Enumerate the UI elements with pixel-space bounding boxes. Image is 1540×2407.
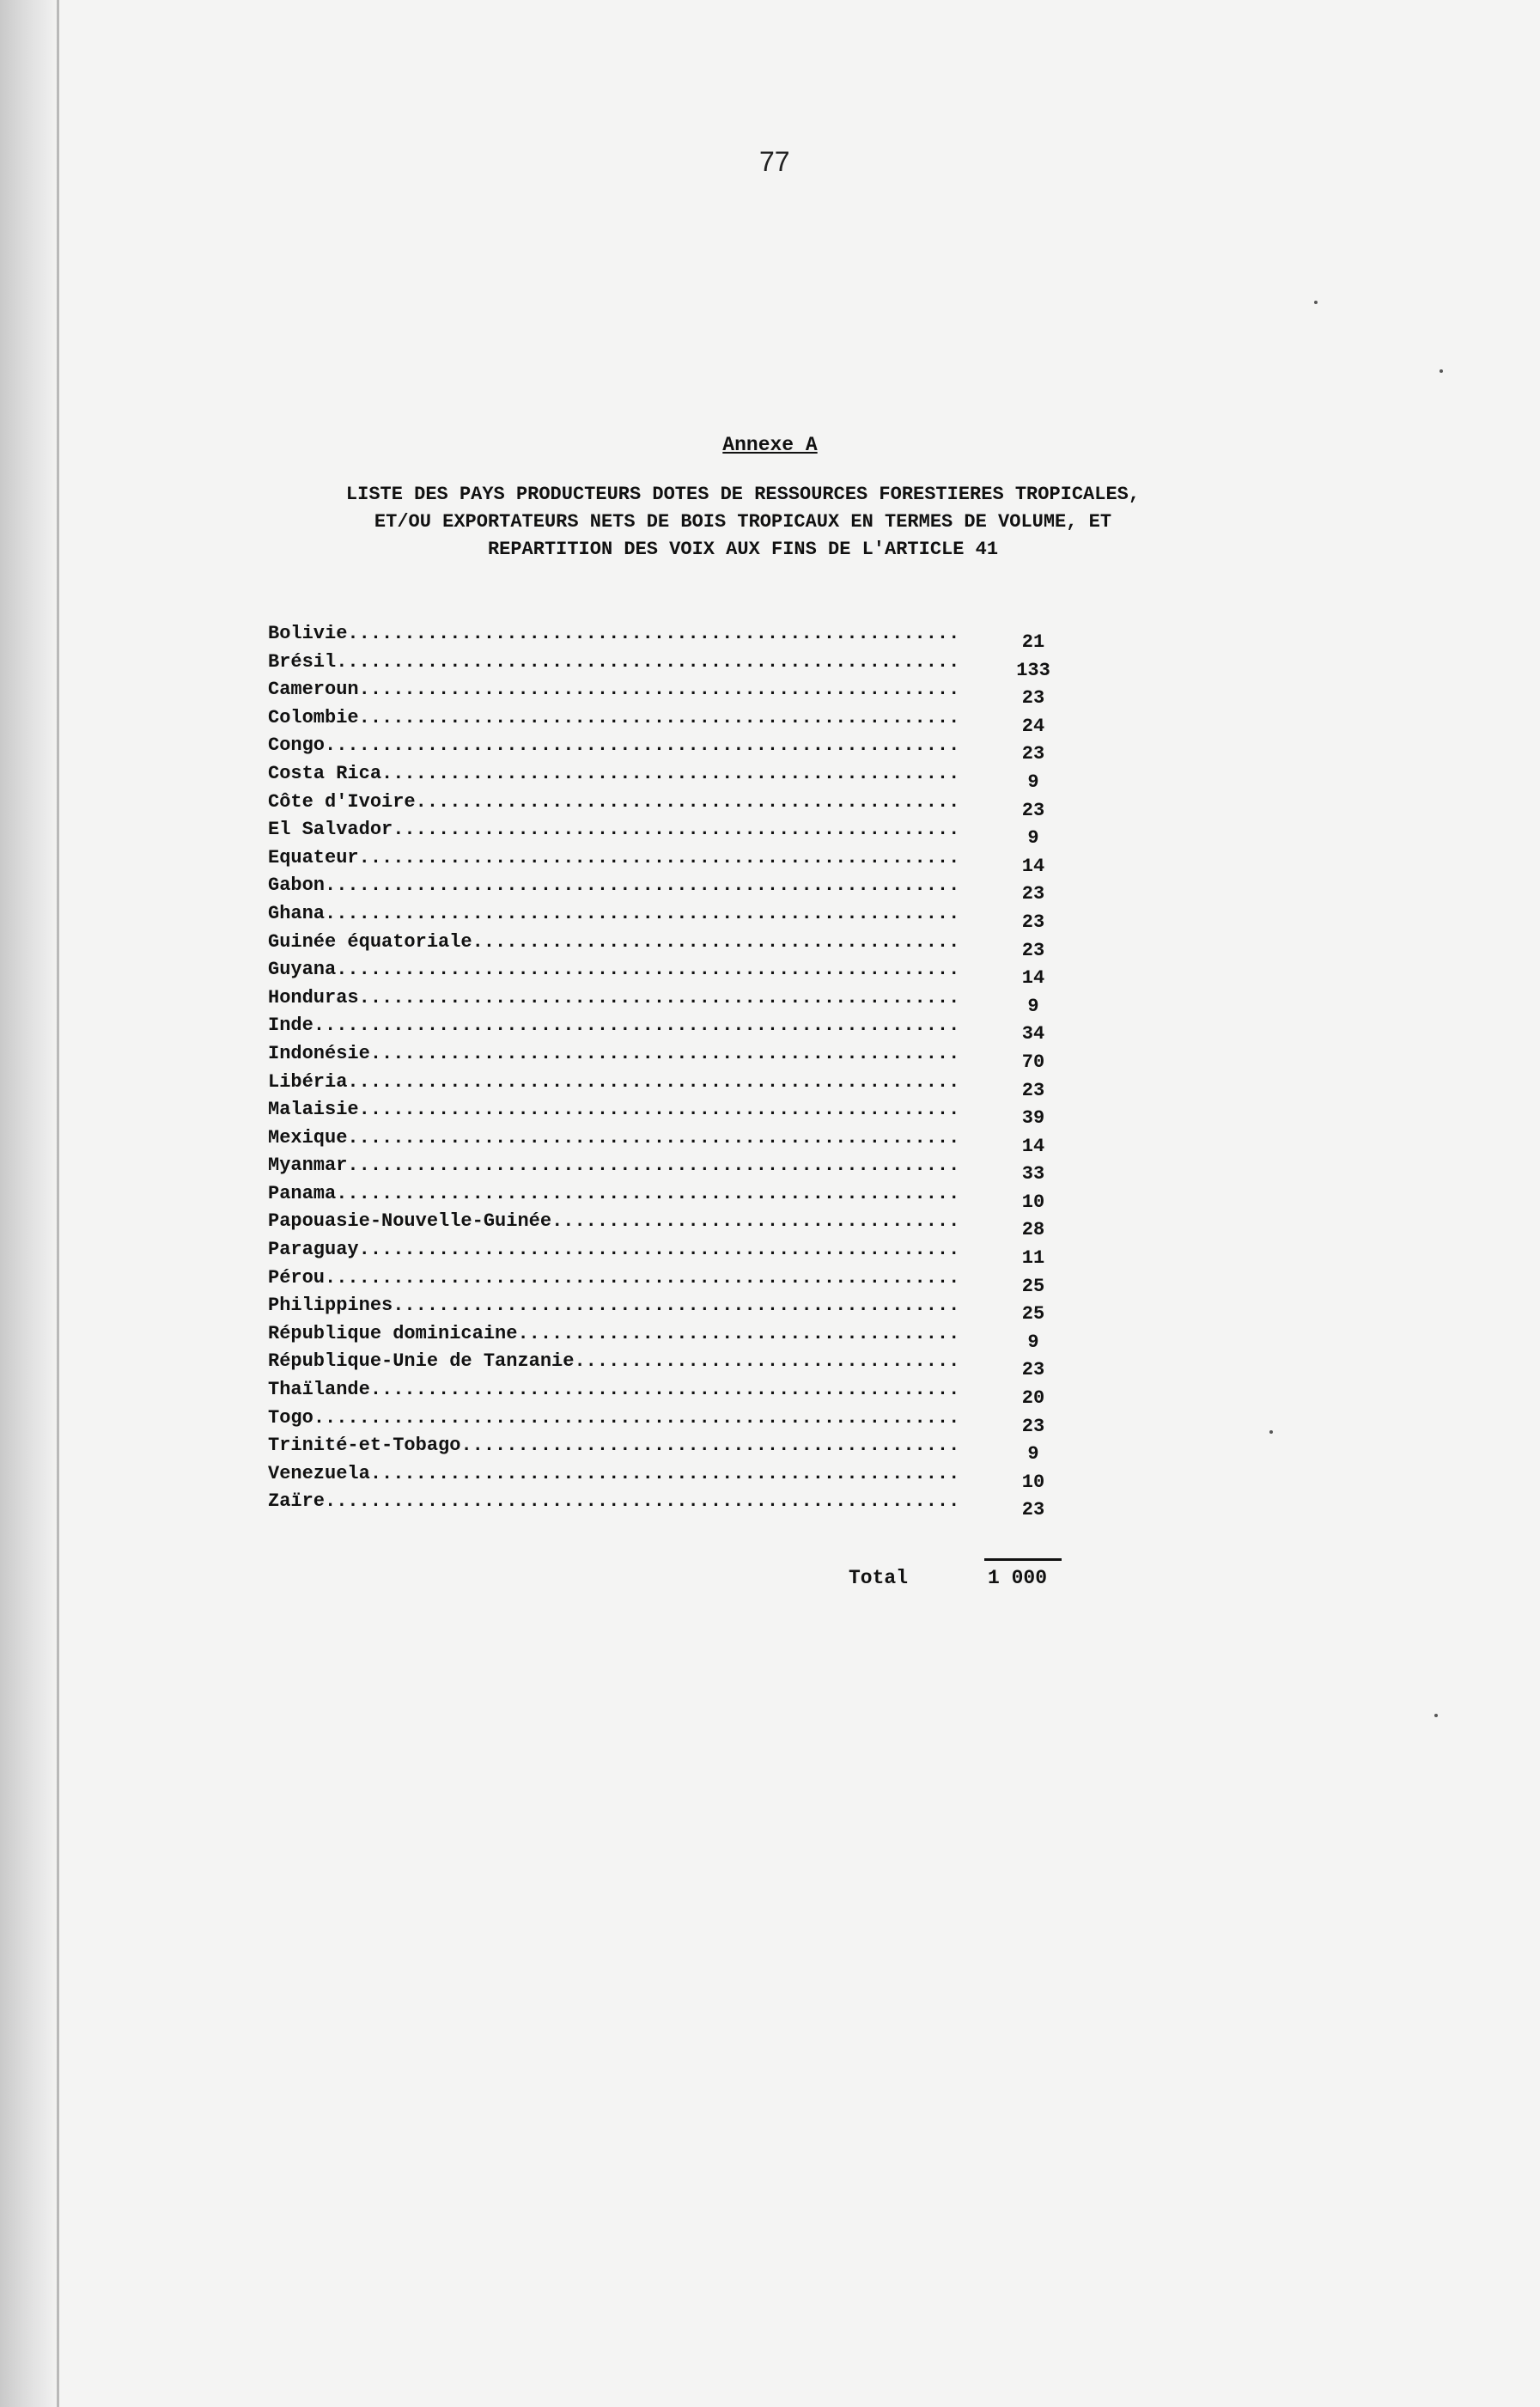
country-votes: 11 <box>1021 1247 1045 1270</box>
table-row <box>268 1208 1058 1241</box>
table-row <box>268 1264 1058 1297</box>
table-row <box>268 1460 1058 1493</box>
country-name: Brésil ..... <box>268 649 957 677</box>
table-row <box>268 760 1058 793</box>
table-row <box>268 872 1058 905</box>
country-name: Congo ..... <box>268 732 957 760</box>
table-row <box>268 1124 1058 1157</box>
country-name: Cameroun ..... <box>268 676 957 704</box>
scan-speck <box>1440 369 1443 373</box>
table-row <box>268 1040 1058 1073</box>
country-votes: 14 <box>1021 1135 1045 1157</box>
country-votes: 23 <box>1021 743 1045 765</box>
country-name: Indonésie ..... <box>268 1040 957 1069</box>
country-name: Malaisie ..... <box>268 1096 957 1124</box>
heading-line: LISTE DES PAYS PRODUCTEURS DOTES DE RESSOURCES FORESTIERES TROPICALES, <box>345 484 1141 505</box>
heading-line: REPARTITION DES VOIX AUX FINS DE L'ARTICLE 41 <box>487 539 999 560</box>
country-name: Colombie ..... <box>268 704 957 733</box>
country-votes: 9 <box>1027 1443 1039 1466</box>
country-votes: 9 <box>1027 771 1039 793</box>
country-votes: 34 <box>1021 1023 1045 1045</box>
country-name: Libéria ..... <box>268 1069 957 1097</box>
table-row <box>268 1488 1058 1521</box>
scan-speck <box>1269 1430 1273 1434</box>
country-name: Honduras ..... <box>268 984 957 1013</box>
table-row <box>268 816 1058 850</box>
country-name: Paraguay ..... <box>268 1236 957 1264</box>
table-row <box>268 1069 1058 1101</box>
binding-shadow <box>0 0 60 2407</box>
country-votes: 23 <box>1021 687 1045 710</box>
country-votes: 20 <box>1021 1387 1045 1410</box>
total-label: Total <box>849 1567 909 1589</box>
table-row <box>268 649 1058 681</box>
country-votes: 39 <box>1021 1107 1045 1130</box>
country-votes: 23 <box>1021 911 1045 933</box>
table-row <box>268 732 1058 765</box>
table-row <box>268 1152 1058 1185</box>
table-row <box>268 620 1058 653</box>
table-row <box>268 929 1058 961</box>
country-votes: 9 <box>1027 1331 1039 1353</box>
country-name: Panama ..... <box>268 1180 957 1209</box>
table-row <box>268 1096 1058 1130</box>
table-heading <box>198 481 1288 564</box>
table-row <box>268 1348 1058 1381</box>
heading-line: ET/OU EXPORTATEURS NETS DE BOIS TROPICAUX EN TERMES DE VOLUME, ET <box>374 511 1112 533</box>
country-votes: 23 <box>1021 799 1045 821</box>
table-row <box>268 676 1058 710</box>
country-name: Bolivie ..... <box>268 620 957 649</box>
country-name: Pérou ..... <box>268 1264 957 1293</box>
table-row <box>268 900 1058 933</box>
country-votes: 14 <box>1021 855 1045 877</box>
country-votes: 24 <box>1021 715 1045 737</box>
country-votes: 21 <box>1021 631 1045 653</box>
table-row <box>268 1432 1058 1466</box>
country-votes: 133 <box>1016 659 1050 681</box>
binding-edge <box>57 0 59 2407</box>
country-votes: 25 <box>1021 1275 1045 1297</box>
table-row <box>268 956 1058 990</box>
country-name: République dominicaine ..... <box>268 1320 957 1349</box>
country-name: Guinée équatoriale ..... <box>268 929 957 957</box>
country-name: Trinité-et-Tobago ..... <box>268 1432 957 1460</box>
table-row <box>268 789 1058 821</box>
country-votes: 23 <box>1021 939 1045 961</box>
country-votes: 70 <box>1021 1051 1045 1073</box>
country-votes-table <box>268 620 1058 1521</box>
scan-speck <box>1314 301 1318 304</box>
country-votes: 23 <box>1021 883 1045 905</box>
table-row <box>268 1405 1058 1437</box>
total-value: 1 000 <box>988 1567 1048 1589</box>
country-name: Equateur ..... <box>268 844 957 873</box>
country-name: Papouasie-Nouvelle-Guinée ..... <box>268 1208 957 1236</box>
country-votes: 23 <box>1021 1415 1045 1437</box>
country-name: Guyana ..... <box>268 956 957 984</box>
country-votes: 23 <box>1021 1499 1045 1521</box>
country-votes: 28 <box>1021 1219 1045 1241</box>
country-name: Myanmar ..... <box>268 1152 957 1180</box>
page-number: 77 <box>759 146 790 177</box>
country-votes: 33 <box>1021 1163 1045 1185</box>
country-votes: 23 <box>1021 1079 1045 1101</box>
country-name: Philippines ..... <box>268 1292 957 1320</box>
annex-title: Annexe A <box>722 434 818 456</box>
table-row <box>268 1012 1058 1045</box>
country-votes: 9 <box>1027 827 1039 850</box>
scan-speck <box>1434 1714 1438 1717</box>
country-votes: 14 <box>1021 967 1045 990</box>
total-rule <box>984 1558 1062 1561</box>
table-row <box>268 1236 1058 1270</box>
country-name: Gabon ..... <box>268 872 957 900</box>
country-name: Togo ..... <box>268 1405 957 1433</box>
table-row <box>268 1292 1058 1325</box>
country-votes: 9 <box>1027 995 1039 1017</box>
country-name: Ghana ..... <box>268 900 957 929</box>
table-row <box>268 704 1058 737</box>
country-name: Mexique ..... <box>268 1124 957 1153</box>
country-name: Costa Rica ..... <box>268 760 957 789</box>
country-name: Côte d'Ivoire ..... <box>268 789 957 817</box>
country-name: République-Unie de Tanzanie ..... <box>268 1348 957 1376</box>
country-votes: 25 <box>1021 1303 1045 1325</box>
country-name: Inde ..... <box>268 1012 957 1040</box>
table-row <box>268 1376 1058 1410</box>
country-name: Zaïre ..... <box>268 1488 957 1516</box>
country-name: Thaïlande ..... <box>268 1376 957 1405</box>
table-row <box>268 984 1058 1017</box>
table-row <box>268 844 1058 877</box>
country-name: El Salvador ..... <box>268 816 957 844</box>
country-votes: 10 <box>1021 1471 1045 1493</box>
country-votes: 23 <box>1021 1359 1045 1381</box>
country-votes: 10 <box>1021 1191 1045 1213</box>
table-row <box>268 1180 1058 1213</box>
country-name: Venezuela ..... <box>268 1460 957 1489</box>
table-row <box>268 1320 1058 1353</box>
